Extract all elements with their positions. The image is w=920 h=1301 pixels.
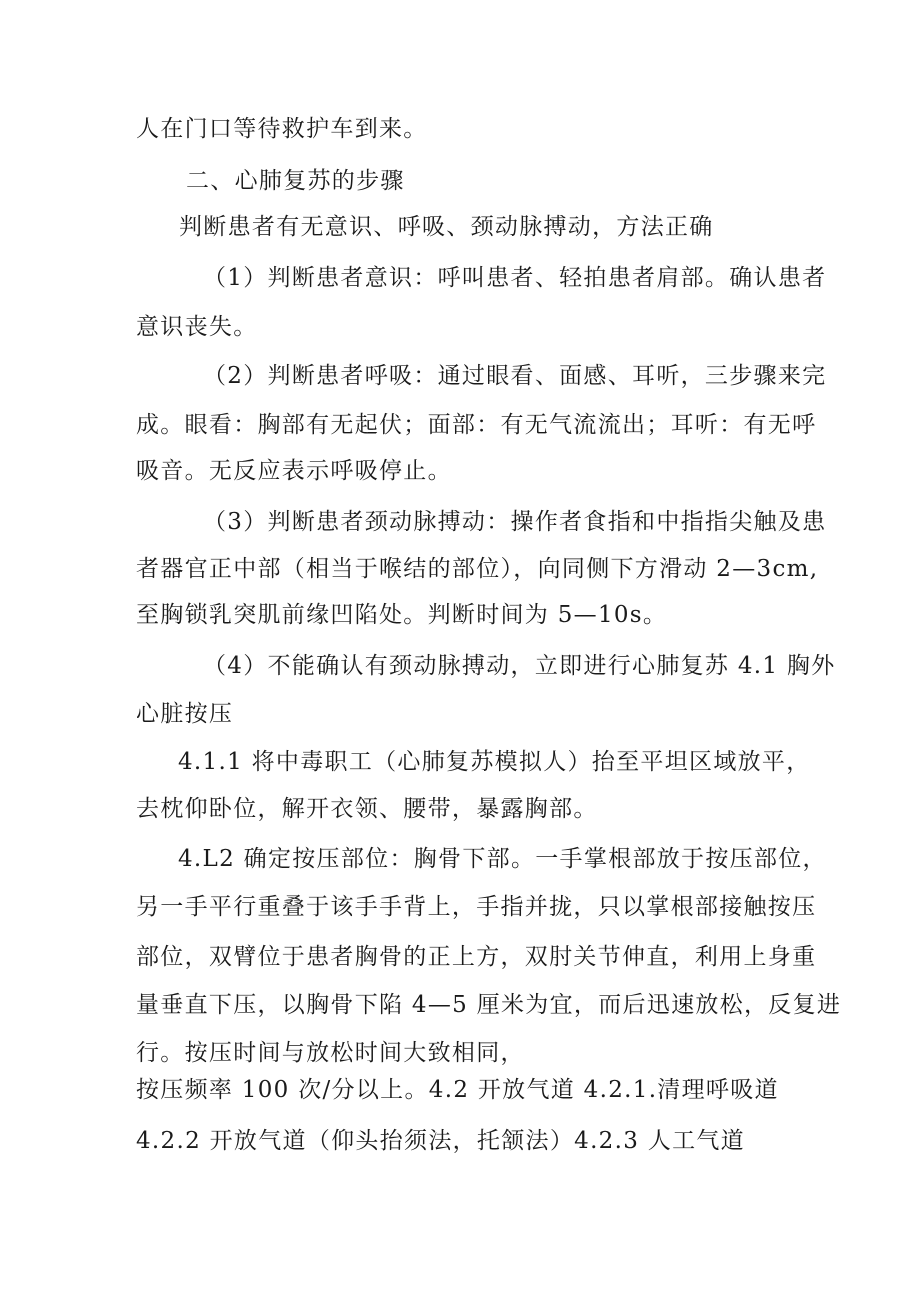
text-line: 按压频率 100 次/分以上。4.2 开放气道 4.2.1.清理呼吸道 [136,1077,779,1103]
text-line: 判断患者有无意识、呼吸、颈动脉搏动，方法正确 [179,214,714,240]
text-line: 4.1.1 将中毒职工（心肺复苏模拟人）抬至平坦区域放平， [178,749,811,775]
text-line: 者器官正中部（相当于喉结的部位），向同侧下方滑动 2—3cm, [136,556,819,582]
text-line: （3）判断患者颈动脉搏动：操作者食指和中指指尖触及患 [203,509,827,535]
text-line: 量垂直下压，以胸骨下陷 4—5 厘米为宜，而后迅速放松，反复进 [136,992,842,1018]
text-line: 心脏按压 [136,701,234,727]
text-line: 吸音。无反应表示呼吸停止。 [136,458,452,484]
text-line: 去枕仰卧位，解开衣领、腰带，暴露胸部。 [136,796,598,822]
text-line: 4.L2 确定按压部位：胸骨下部。一手掌根部放于按压部位， [178,846,827,872]
text-line: 部位，双臂位于患者胸骨的正上方，双肘关节伸直，利用上身重 [136,944,817,970]
text-line: （2）判断患者呼吸：通过眼看、面感、耳听，三步骤来完 [203,363,827,389]
text-line: 人在门口等待救护车到来。 [136,116,428,142]
text-line: 至胸锁乳突肌前缘凹陷处。判断时间为 5—10s。 [136,602,668,628]
text-line: 成。眼看：胸部有无起伏；面部：有无气流流出；耳听：有无呼 [136,412,817,438]
text-line: 4.2.2 开放气道（仰头抬须法，托颔法）4.2.3 人工气道 [136,1128,745,1154]
section-heading: 二、心肺复苏的步骤 [186,168,405,194]
text-line: （4）不能确认有颈动脉搏动，立即进行心肺复苏 4.1 胸外 [203,653,836,679]
text-line: 行。按压时间与放松时间大致相同， [136,1040,525,1066]
text-line: 另一手平行重叠于该手手背上，手指并拢，只以掌根部接触按压 [136,894,817,920]
text-line: 意识丧失。 [136,314,258,340]
text-line: （1）判断患者意识：呼叫患者、轻拍患者肩部。确认患者 [203,265,827,291]
